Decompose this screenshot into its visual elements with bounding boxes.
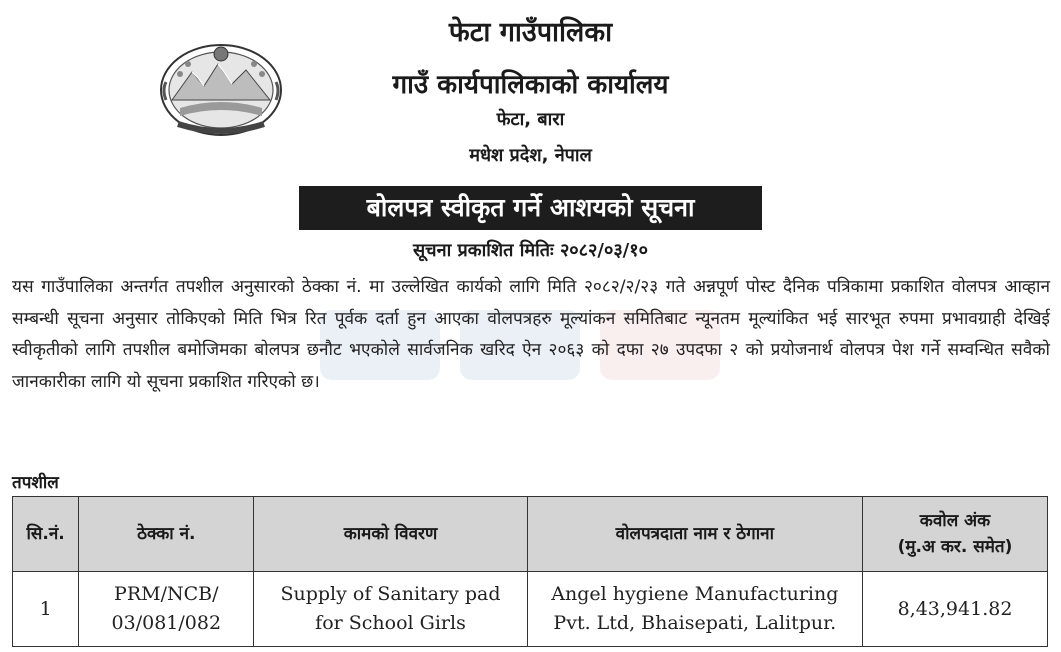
header-contract-number: ठेक्का नं.: [79, 497, 254, 572]
cell-serial-number: 1: [13, 572, 79, 647]
cell-contract-number: [79, 572, 254, 647]
header-bid-amount-line1: कवोल अंक: [919, 511, 991, 531]
header-bid-amount: [862, 497, 1047, 572]
cell-bidder-line1: Angel hygiene Manufacturing: [551, 583, 839, 605]
office-name: गाउँ कार्यपालिकाको कार्यालय: [392, 70, 669, 100]
cell-contract-number-line2: 03/081/082: [111, 612, 222, 634]
cell-bidder: [527, 572, 862, 647]
cell-contract-number-line1: PRM/NCB/: [114, 583, 219, 605]
header-bidder: वोलपत्रदाता नाम र ठेगाना: [527, 497, 862, 572]
cell-bidder-line2: Pvt. Ltd, Bhaisepati, Lalitpur.: [553, 612, 837, 634]
cell-bid-amount: 8,43,941.82: [862, 572, 1047, 647]
header-serial-number: सि.नं.: [13, 497, 79, 572]
header-bid-amount-line2: (मु.अ कर. समेत): [897, 537, 1013, 557]
office-location: फेटा, बारा: [496, 109, 565, 130]
table-header-row: [13, 497, 1048, 572]
municipality-name: फेटा गाउँपालिका: [448, 17, 613, 48]
cell-work-description-line2: for School Girls: [315, 612, 466, 634]
cell-work-description: [254, 572, 527, 647]
details-label: तपशील: [12, 473, 59, 493]
cell-work-description-line1: Supply of Sanitary pad: [280, 583, 501, 605]
table-row: [13, 572, 1048, 647]
office-province: मधेश प्रदेश, नेपाल: [469, 145, 592, 166]
notice-body: यस गाउँपालिका अन्तर्गत तपशील अनुसारको ठेक्का नं. मा उल्लेखित कार्यको लागि मिति २०८२/२/२३ गते अन्नपूर्ण पोस्ट दैनिक पत्रिकामा प्रकाशित वोलपत्र आव्हान सम्बन्धी सूचना अनुसार तोकिएको मिति भित्र रित पूर्वक दर्ता हुन आएका वोलपत्रहरु मूल्यांकन समितिबाट न्यूनतम मूल्यांकित भई सारभूत रुपमा प्रभावग्राही देखिई स्वीकृतीको लागि तपशील बमोजिमका बोलपत्र छनौट भएकोले सार्वजनिक खरिद ऐन २०६३ को दफा २७ उपदफा २ को प्रयोजनार्थ वोलपत्र पेश गर्ने सम्वन्धित सवैको जानकारीका लागि यो सूचना प्रकाशित गरिएको छ।: [12, 277, 1050, 392]
notice-title: बोलपत्र स्वीकृत गर्ने आशयको सूचना: [299, 186, 762, 230]
award-table: [12, 496, 1048, 647]
published-date: सूचना प्रकाशित मितिः २०८२/०३/१०: [413, 240, 648, 261]
notice-header: [0, 0, 1061, 180]
header-work-description: कामको विवरण: [254, 497, 527, 572]
